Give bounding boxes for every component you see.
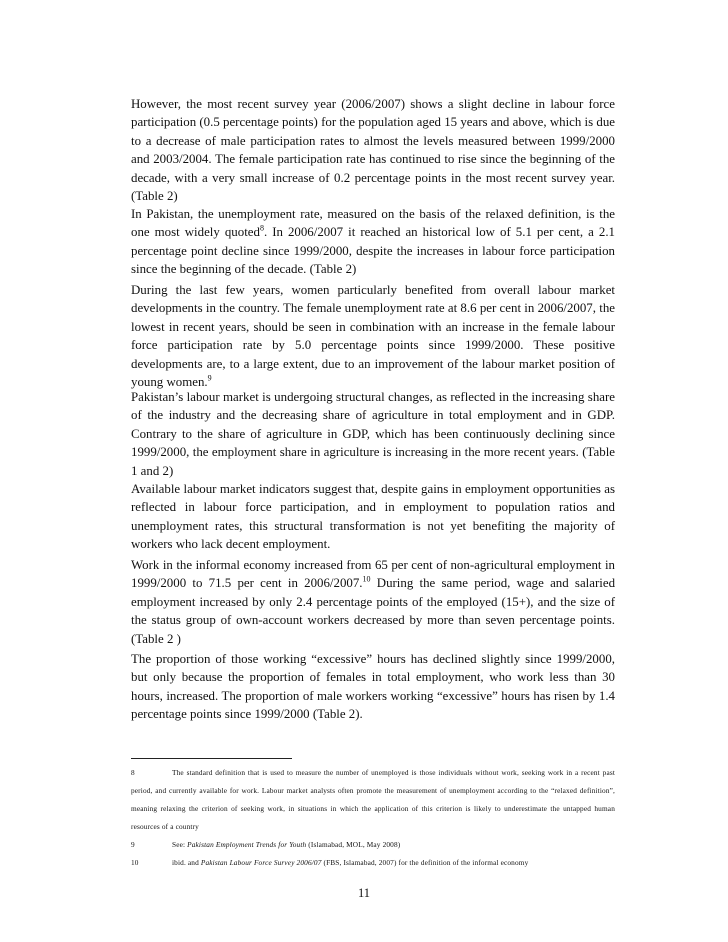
footnote-source-title: Pakistan Labour Force Survey 2006/07 (200, 858, 322, 867)
footnote-9 (131, 836, 615, 854)
footnote-divider (131, 758, 292, 759)
footnote-source-title: Pakistan Employment Trends for Youth (187, 840, 307, 849)
footnote-prefix: ibid. and (172, 858, 201, 867)
paragraph-participation: However, the most recent survey year (2006/2007) shows a slight decline in labour force participation (0.5 percentage points) for the population aged 15 years and above, which is due to a decrease of male participation rates to almost the levels measured between 1999/2000 and 2003/2004. The female participation rate has continued to rise since the beginning of the decade, with a very small increase of 0.2 percentage points in the most recent survey year. (Table 2) (131, 97, 615, 204)
paragraph-unemployment-text-2: . In 2006/2007 it reached an historical low of 5.1 per cent, a 2.1 percentage point decline since 1999/2000, despite the increases in labour force participation since the beginning of the decade. (Table 2) (131, 225, 615, 277)
footnote-suffix: (FBS, Islamabad, 2007) for the definition of the informal economy (321, 858, 529, 867)
paragraph-unemployment (131, 205, 615, 279)
footnote-8 (131, 764, 615, 836)
paragraph-excessive-hours: The proportion of those working “excessive” hours has declined slightly since 1999/2000, but only because the proportion of females in total employment, who work less than 30 hours, increased. The proportion of male workers working “excessive” hours has risen by 1.4 percentage points since 1999/2000 (Table 2). (131, 652, 615, 722)
paragraph-informal-text-2: During the same period, wage and salaried employment increased by only 2.4 percentage points of the employed (15+), and the size of the status group of own-account workers decreased by more than seven percentage points.(Table 2 ) (131, 576, 616, 646)
footnote-10 (131, 854, 615, 872)
paragraph-informal-text-1: Work in the informal economy increased from 65 per cent of non-agricultural employment in 1999/2000 to 71.5 per cent in 2006/2007. (131, 558, 615, 591)
footnote-ref-8[interactable]: 8 (259, 224, 264, 234)
footnote-number: 10 (131, 858, 139, 867)
paragraph-indicators: Available labour market indicators suggest that, despite gains in employment opportunities as reflected in labour force participation, and in employment to population ratios and unemployment rates, this structural transformation is not yet benefiting the majority of workers who lack decent employment. (131, 482, 615, 552)
footnote-text: The standard definition that is used to measure the number of unemployed is those individuals without work, seeking work in a recent past period, and currently available for work. Labour market analysts often promote the measurement of unemployment according to the “relaxed definition”, meaning relaxing the criterion of seeking work, in situations in which the application of this criterion is likely to underestimate the untapped human resources of a country (131, 768, 615, 831)
footnote-ref-9[interactable]: 9 (207, 373, 212, 383)
footnote-ref-10[interactable]: 10 (362, 575, 371, 585)
paragraph-women (131, 281, 615, 391)
footnote-suffix: (Islamabad, MOL, May 2008) (306, 840, 401, 849)
page-number: 11 (357, 886, 371, 900)
paragraph-women-text: During the last few years, women particularly benefited from overall labour market developments in the country. The female unemployment rate at 8.6 per cent in 2006/2007, the lowest in recent years, should be seen in combination with an increase in the female labour force participation rate by 5.0 percentage points since 1999/2000. These positive developments are, to a large extent, due to an improvement of the labour market position of young women. (131, 283, 615, 390)
footnote-number: 8 (131, 768, 135, 777)
paragraph-structural-change: Pakistan’s labour market is undergoing structural changes, as reflected in the increasing share of the industry and the decreasing share of agriculture in total employment and in GDP. Contrary to the share of agriculture in GDP, which has been continuously declining since 1999/2000, the employment share in agriculture is increasing in the more recent years. (Table 1 and 2) (131, 390, 615, 478)
footnote-number: 9 (131, 840, 135, 849)
paragraph-unemployment-text-1: In Pakistan, the unemployment rate, measured on the basis of the relaxed definition, is the one most widely quoted (131, 207, 615, 240)
footnote-prefix: See: (172, 840, 188, 849)
paragraph-informal-economy (131, 556, 615, 648)
